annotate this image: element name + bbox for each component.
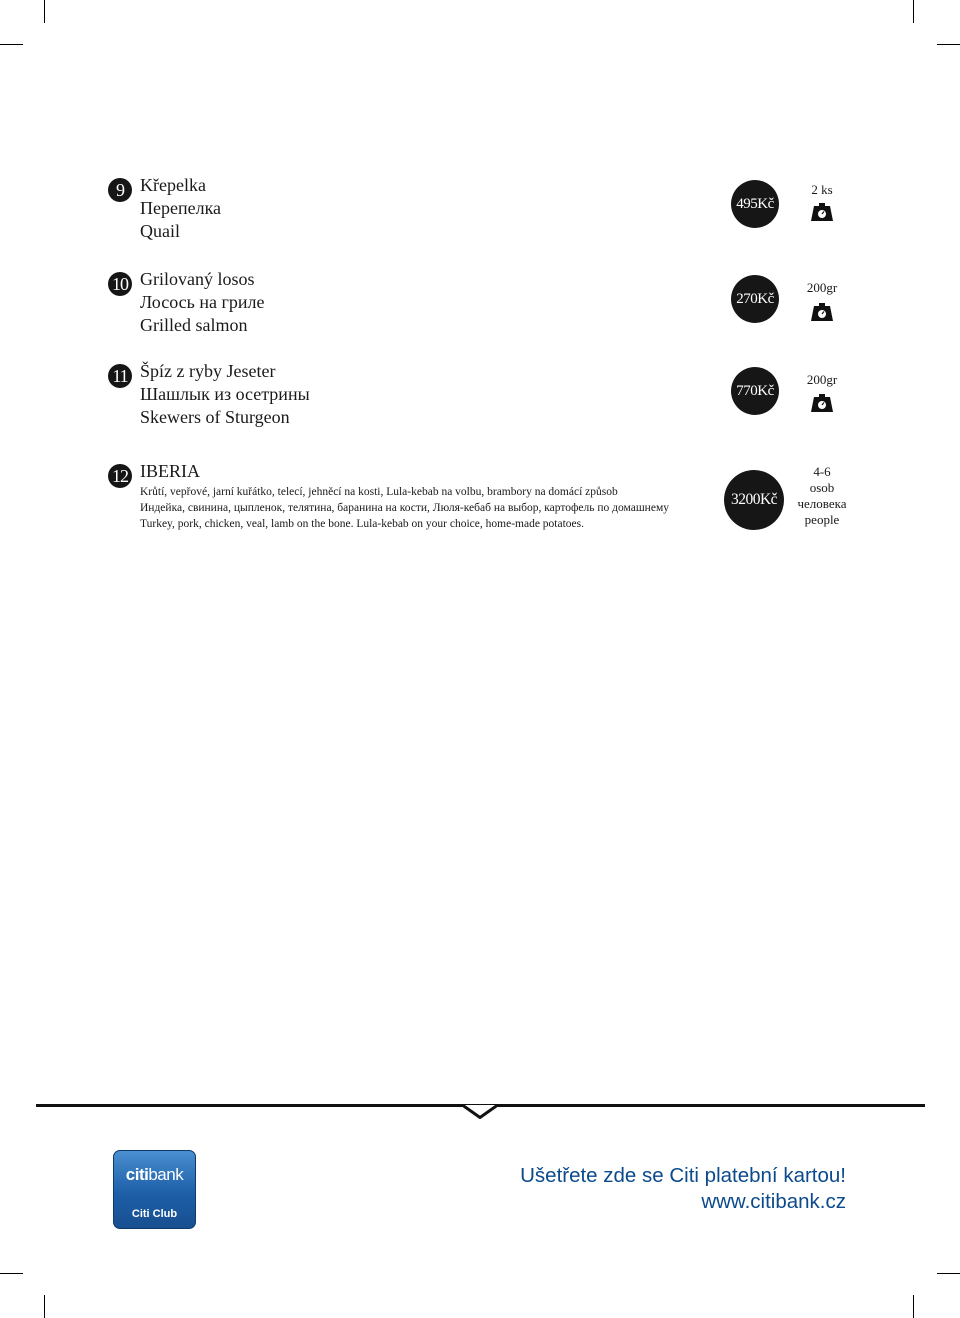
crop-mark — [0, 44, 23, 45]
serves-label — [787, 464, 857, 528]
menu-item — [108, 361, 948, 434]
promo-text — [520, 1163, 846, 1215]
item-description-ru: Индейка, свинина, цыпленок, телятина, баранина на кости, Люля-кебаб на выбор, картофель по домашнему — [140, 502, 669, 514]
citi-club-label: Citi Club — [131, 1208, 178, 1220]
scale-icon — [811, 394, 833, 412]
crop-mark — [937, 1273, 960, 1274]
serves-count: 4-6 — [813, 464, 831, 479]
crop-mark — [44, 0, 45, 23]
promo-headline: Ušetřete zde se Citi platební kartou! — [520, 1164, 846, 1187]
serves-ru: человека — [797, 496, 847, 511]
item-name-cz: Křepelka — [140, 175, 206, 195]
item-name-ru: Перепелка — [140, 198, 222, 218]
citibank-wordmark: citibank — [125, 1165, 184, 1184]
serves-en: people — [804, 512, 840, 527]
price-badge: 270Kč — [731, 275, 779, 323]
promo-url[interactable]: www.citibank.cz — [701, 1190, 846, 1213]
price-badge: 770Kč — [731, 367, 779, 415]
item-description-en: Turkey, pork, chicken, veal, lamb on the bone. Lula-kebab on your choice, home-made potatoes. — [140, 518, 585, 530]
item-number-badge: 11 — [108, 364, 132, 388]
item-number-badge: 9 — [108, 178, 132, 202]
item-names — [140, 268, 264, 337]
item-name-cz: Grilovaný losos — [140, 269, 255, 289]
item-name-en: Quail — [140, 221, 180, 241]
portion-label: 200gr — [806, 372, 838, 387]
scale-icon — [811, 203, 833, 221]
item-name-ru: Шашлык из осетрины — [140, 384, 310, 404]
menu-item — [108, 175, 948, 248]
price-badge: 3200Kč — [724, 470, 784, 530]
crop-mark — [913, 0, 914, 23]
citibank-card-logo — [113, 1150, 196, 1229]
item-name-ru: Лосось на гриле — [140, 292, 265, 312]
item-name-cz: Špíz z ryby Jeseter — [140, 361, 276, 381]
item-names — [140, 174, 221, 243]
crop-mark — [44, 1295, 45, 1318]
item-title: IBERIA — [140, 461, 200, 481]
scale-icon — [811, 303, 833, 321]
crop-mark — [913, 1295, 914, 1318]
item-names — [140, 360, 310, 429]
portion-label: 200gr — [806, 280, 838, 295]
item-description-cz: Krůtí, vepřové, jarní kuřátko, telecí, jehněcí na kosti, Lula-kebab na volbu, brambory na domácí způsob — [140, 486, 618, 498]
crop-mark — [937, 44, 960, 45]
portion-label: 2 ks — [811, 182, 833, 197]
serves-cz: osob — [809, 480, 835, 495]
price-badge: 495Kč — [731, 180, 779, 228]
item-number-badge: 10 — [108, 272, 132, 296]
item-name-en: Grilled salmon — [140, 315, 248, 335]
item-number-badge: 12 — [108, 464, 132, 488]
item-name-en: Skewers of Sturgeon — [140, 407, 290, 427]
divider-notch-icon — [463, 1104, 497, 1119]
menu-item — [108, 461, 948, 544]
crop-mark — [0, 1273, 23, 1274]
menu-item — [108, 269, 948, 342]
